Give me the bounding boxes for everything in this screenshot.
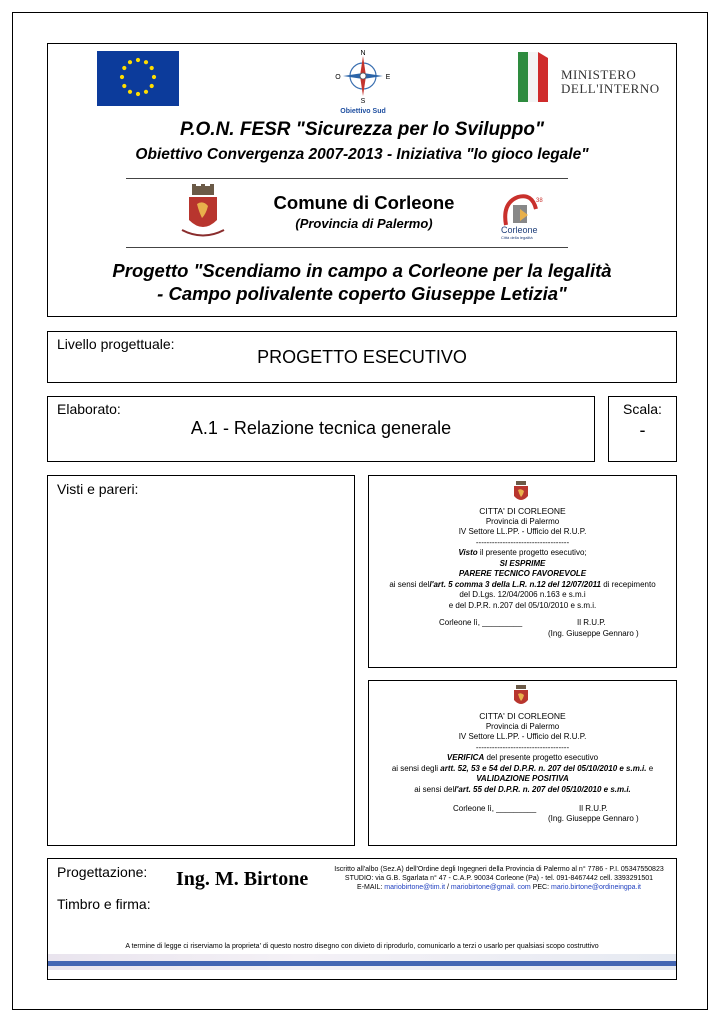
- scala-label: Scala:: [623, 401, 662, 417]
- elaborato-value: A.1 - Relazione tecnica generale: [190, 418, 452, 438]
- provincia: (Provincia di Palermo): [295, 216, 433, 231]
- engineer-info: Iscritto all'albo (Sez.A) dell'Ordine degli Ingegneri della Provincia di Palermo al n° 7786 - P.I. 05347550823 STUDIO: via G.B. Sgarlata n° 47 - C.A.P. 90034 Corleone (Pa) - tel. 091-8467442 cell. 3393291501 E-MAIL: mariobirtone@tim.it / mariobirtone@gmail. com PEC: mario.birtone@ordineingpa.it: [334, 866, 664, 891]
- svg-text:S: S: [360, 98, 366, 104]
- compass-caption: Obiettivo Sud: [340, 108, 386, 115]
- svg-text:Città della legalità: Città della legalità: [501, 235, 533, 240]
- stamp2-rup: Il R.U.P.: [579, 804, 608, 813]
- pon-title: P.O.N. FESR "Sicurezza per lo Sviluppo": [180, 119, 544, 140]
- header-box: [47, 43, 677, 317]
- stamp2-name: (Ing. Giuseppe Gennaro ): [548, 814, 639, 823]
- stamp-text-1: CITTA' DI CORLEONE Provincia di Palermo IV Settore LL.PP. - Ufficio del R.U.P. ----------------------------------- Visto il presente progetto esecutivo; SI ESPRIME PARERE TECNICO FAVOREVOLE ai sensi dell'art. 5 comma 3 della L.R. n.12 del 12/07/2011 di recepimento del D.Lgs. 12/04/2006 n.163 e s.m.i e del D.P.R. n.207 del 05/10/2010 e s.m.i.: [389, 506, 656, 610]
- divider-top: [126, 178, 568, 179]
- ministry-flag-icon: [518, 52, 548, 102]
- livello-label: Livello progettuale:: [57, 336, 175, 352]
- comune-title: Comune di Corleone: [273, 192, 455, 213]
- divider-bottom: [126, 247, 568, 248]
- corleone-logo-icon: [498, 191, 544, 241]
- stamp2-place: Corleone lì, _________: [453, 804, 537, 813]
- engineer-name: Ing. M. Birtone: [176, 868, 309, 890]
- stamp-text-2: CITTA' DI CORLEONE Provincia di Palermo IV Settore LL.PP. - Ufficio del R.U.P. ----------------------------------- VERIFICA del presente progetto esecutivo ai sensi degli artt. 52, 53 e 54 del D.P.R. n. 207 del 05/10/2010 e s.m.i. e VALIDAZIONE POSITIVA ai sensi dell'art. 55 del D.P.R. n. 207 del 05/10/2010 e s.m.i.: [391, 711, 654, 794]
- scala-box: [608, 396, 677, 462]
- pon-subtitle: Obiettivo Convergenza 2007-2013 - Iniziativa "Io gioco legale": [135, 146, 589, 163]
- stamp-crest-icon: [512, 481, 530, 505]
- progettazione-box: [47, 858, 677, 980]
- elaborato-box: [47, 396, 595, 462]
- stamp1-rup: Il R.U.P.: [577, 618, 606, 627]
- livello-value: PROGETTO ESECUTIVO: [257, 347, 467, 367]
- visti-box: [47, 475, 355, 846]
- progetto-line1: Progetto "Scendiamo in campo a Corleone per la legalità: [112, 260, 612, 281]
- ministry-text: [561, 68, 660, 96]
- corleone-crest-icon: [180, 184, 226, 242]
- stamp-box-1: [368, 475, 677, 668]
- stamp-crest-icon: [512, 685, 530, 709]
- email-link-1[interactable]: mariobirtone@tim.it: [384, 884, 446, 891]
- timbro-label: Timbro e firma:: [57, 896, 151, 912]
- ministry-line2: DELL'INTERNO: [561, 81, 660, 96]
- svg-text:E: E: [385, 74, 391, 81]
- livello-box: [47, 331, 677, 383]
- email-link-pec[interactable]: mario.birtone@ordineingpa.it: [550, 884, 641, 891]
- svg-text:Corleone: Corleone: [501, 225, 538, 235]
- ownership-footer: A termine di legge ci riserviamo la proprieta' di questo nostro disegno con divieto di riprodurlo, comunicarlo a terzi o usarlo per qualsiasi scopo costruttivo: [125, 943, 599, 950]
- stamp1-place: Corleone lì, _________: [439, 618, 523, 627]
- compass-n: N: [360, 50, 366, 57]
- svg-text:38: 38: [536, 198, 543, 204]
- visti-label: Visti e pareri:: [57, 481, 139, 497]
- progetto-line2: - Campo polivalente coperto Giuseppe Letizia": [157, 283, 567, 304]
- progettazione-label: Progettazione:: [57, 864, 148, 880]
- scala-value: -: [639, 420, 646, 440]
- stamp1-name: (Ing. Giuseppe Gennaro ): [548, 629, 639, 638]
- compass-logo-icon: [333, 48, 393, 114]
- stamp-box-2: [368, 680, 677, 846]
- elaborato-label: Elaborato:: [57, 401, 121, 417]
- ministry-line1: MINISTERO: [561, 67, 637, 82]
- eu-flag-icon: [97, 51, 179, 106]
- email-link-2[interactable]: mariobirtone@gmail. com: [450, 884, 531, 891]
- footer-blue-bar: [48, 961, 676, 966]
- svg-text:O: O: [335, 74, 341, 81]
